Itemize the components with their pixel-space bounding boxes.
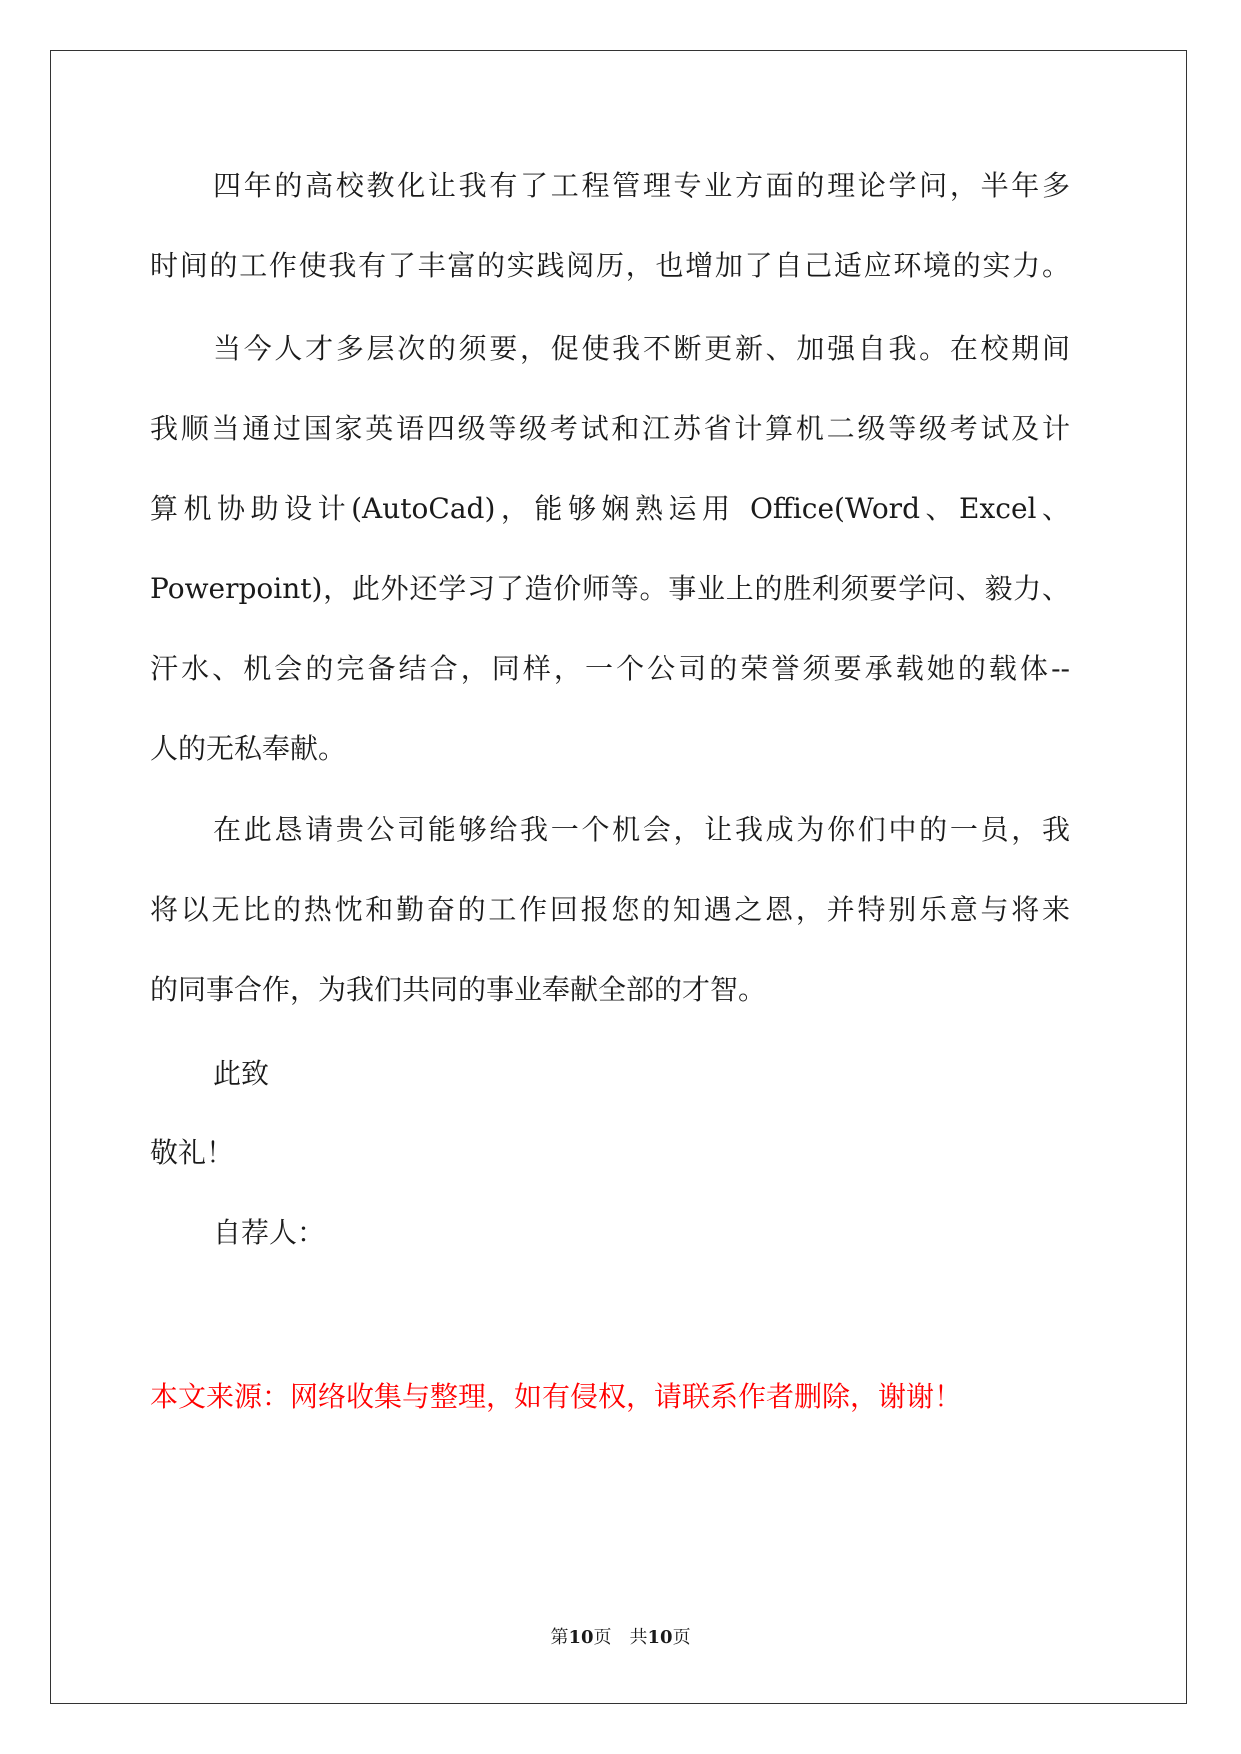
paragraph-2-line-3: 算机协助设计(AutoCad)，能够娴熟运用 Office(Word、Excel、: [150, 492, 1070, 525]
paragraph-2-line-6: 人的无私奉献。: [150, 732, 347, 765]
paragraph-3-line-2: 将以无比的热忱和勤奋的工作回报您的知遇之恩，并特别乐意与将来: [150, 893, 1070, 926]
paragraph-1-line-2: 时间的工作使我有了丰富的实践阅历，也增加了自己适应环境的实力。: [150, 249, 1070, 282]
footer-current-page: 10: [568, 1627, 594, 1648]
footer-prefix: 第: [550, 1627, 569, 1648]
signature-label: 自荐人：: [213, 1216, 326, 1249]
paragraph-3-line-3: 的同事合作，为我们共同的事业奉献全部的才智。: [150, 973, 767, 1006]
paragraph-2-line-2: 我顺当通过国家英语四级等级考试和江苏省计算机二级等级考试及计: [150, 412, 1070, 445]
footer-total-pages: 10: [647, 1627, 673, 1648]
page-footer: [0, 1623, 1241, 1649]
page-border: [50, 50, 1187, 1704]
closing-respect: 敬礼！: [150, 1136, 235, 1169]
paragraph-1-line-1: 四年的高校教化让我有了工程管理专业方面的理论学问，半年多: [213, 169, 1070, 202]
paragraph-3-line-1: 在此恳请贵公司能够给我一个机会，让我成为你们中的一员，我: [213, 813, 1070, 846]
paragraph-2-line-4: Powerpoint)，此外还学习了造价师等。事业上的胜利须要学问、毅力、: [150, 572, 1070, 605]
footer-mid: 页 共: [593, 1627, 648, 1648]
paragraph-2-line-5: 汗水、机会的完备结合，同样，一个公司的荣誉须要承载她的载体--: [150, 652, 1070, 685]
paragraph-2-line-1: 当今人才多层次的须要，促使我不断更新、加强自我。在校期间: [213, 332, 1070, 365]
footer-suffix: 页: [672, 1627, 691, 1648]
closing-salutation: 此致: [213, 1057, 270, 1090]
source-note: 本文来源：网络收集与整理，如有侵权，请联系作者删除，谢谢！: [150, 1380, 963, 1413]
